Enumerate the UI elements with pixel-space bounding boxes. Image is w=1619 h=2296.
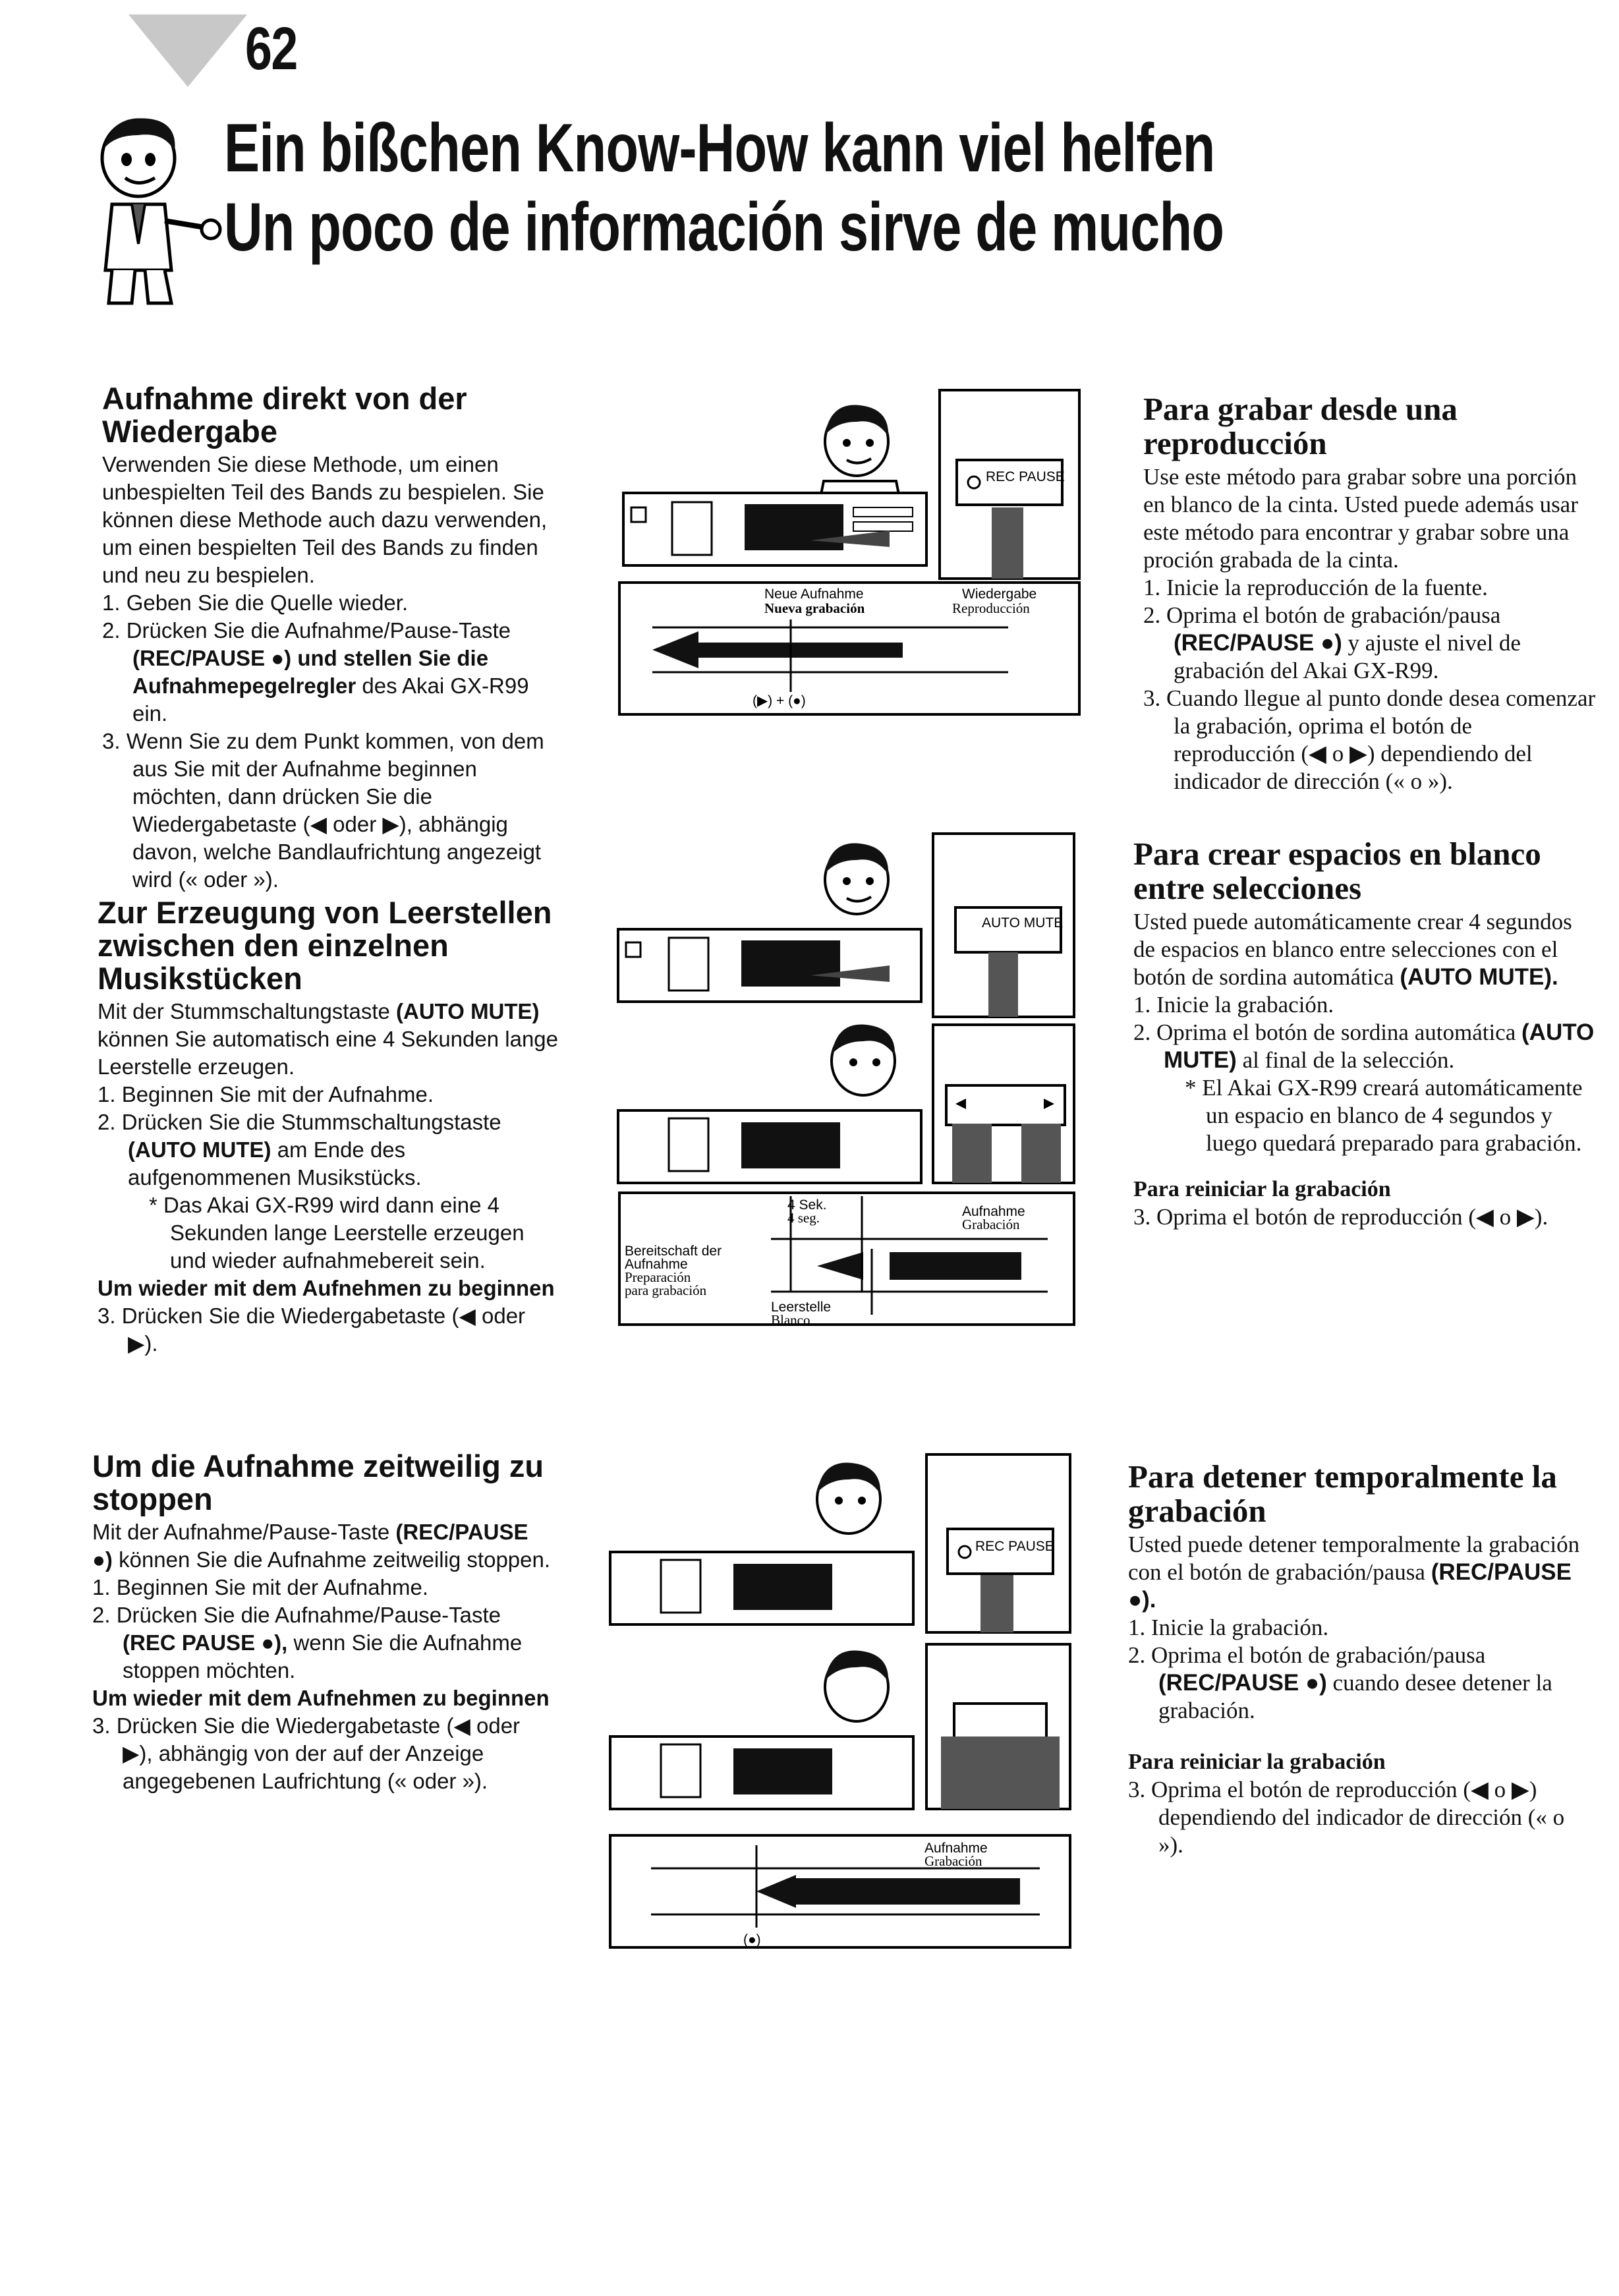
rec-pause-label: REC PAUSE xyxy=(975,1539,1054,1554)
tape-diagram xyxy=(610,1835,1070,1947)
section1-de-intro: Verwenden Sie diese Methode, um einen unbespielten Teil des Bands zu bespielen. Sie können diese Methode auch dazu verwenden, um einen bespielten Teil des Bands zu finden und neu zu bespielen. xyxy=(102,452,548,587)
figure-3 xyxy=(605,1447,1079,1974)
label-playback-de: Wiedergabe xyxy=(962,587,1037,602)
section2-de-step2: 2. Drücken Sie die Stummschaltungstaste (AUTO MUTE) am Ende des aufgenommenen Musikstücks. xyxy=(98,1110,501,1190)
section1-es-heading: Para grabar desde una reproducción xyxy=(1143,391,1458,461)
section3-es-intro: Usted puede detener temporalmente la grabación con el botón de grabación/pausa (REC/PAUSE ●). xyxy=(1128,1532,1580,1613)
rec-pause-label: REC PAUSE xyxy=(986,469,1065,484)
section3-es-step3: 3. Oprima el botón de reproducción (◀ o ▶) dependiendo del indicador de dirección (« o »). xyxy=(1128,1777,1565,1858)
section3-es-subheading: Para reiniciar la grabación xyxy=(1128,1750,1386,1774)
section2-es xyxy=(1133,837,1595,1231)
tape-deck-icon xyxy=(610,1552,913,1624)
section3-de-heading: Um die Aufnahme zeitweilig zu stoppen xyxy=(92,1449,544,1516)
section3-de xyxy=(92,1450,554,1795)
label-recording-es: Grabación xyxy=(962,1217,1020,1232)
figure-1 xyxy=(613,382,1087,718)
label-4-sek: 4 Sek. xyxy=(787,1197,827,1213)
section1-de-step3: 3. Wenn Sie zu dem Punkt kommen, von dem aus Sie mit der Aufnahme beginnen möchten, dann drücken Sie die Wiedergabetaste (◀ oder ▶), abhängig davon, welche Bandlaufrichtung angezeigt wird (« oder »). xyxy=(102,729,544,892)
section1-es-step1: 1. Inicie la reproducción de la fuente. xyxy=(1143,575,1488,600)
section3-de-step2: 2. Drücken Sie die Aufnahme/Pause-Taste (REC PAUSE ●), wenn Sie die Aufnahme stoppen möchten. xyxy=(92,1603,523,1682)
cartoon-person-icon xyxy=(825,844,888,914)
section2-de-intro: Mit der Stummschaltungstaste (AUTO MUTE) können Sie automatisch eine 4 Sekunden lange Leerstelle erzeugen. xyxy=(98,999,559,1079)
section2-de-subheading: Um wieder mit dem Aufnehmen zu beginnen xyxy=(98,1276,555,1300)
section2-de-note: * Das Akai GX-R99 wird dann eine 4 Sekunden lange Leerstelle erzeugen und wieder aufnahmebereit sein. xyxy=(149,1193,525,1273)
hand-pressing-button-zoom xyxy=(926,1644,1070,1809)
section2-de-step3: 3. Drücken Sie die Wiedergabetaste (◀ oder ▶). xyxy=(98,1304,526,1356)
label-blank-de: Leerstelle xyxy=(771,1300,832,1315)
cartoon-person-icon xyxy=(825,1651,888,1721)
page-number: 62 xyxy=(245,15,297,82)
auto-mute-label: AUTO MUTE xyxy=(982,915,1064,931)
tape-deck-icon xyxy=(610,1736,913,1809)
section1-de-step1: 1. Geben Sie die Quelle wieder. xyxy=(102,590,409,615)
tape-deck-icon xyxy=(618,1110,921,1183)
rec-pause-button-zoom xyxy=(926,1454,1070,1632)
play-buttons-zoom xyxy=(933,1025,1074,1183)
auto-mute-button-zoom xyxy=(933,834,1074,1017)
label-ready-es-2: para grabación xyxy=(625,1282,707,1298)
page-title-de: Ein bißchen Know-How kann viel helfen xyxy=(224,110,1215,187)
section3-es xyxy=(1128,1460,1589,1859)
label-ready-es-1: Preparación xyxy=(625,1269,691,1285)
label-recording-es: Grabación xyxy=(924,1853,982,1869)
section2-de-step1: 1. Beginnen Sie mit der Aufnahme. xyxy=(98,1082,434,1106)
section1-es-intro: Use este método para grabar sobre una porción en blanco de la cinta. Usted puede además usar este método para encontrar y grabar sobre una proción grabada de la cinta. xyxy=(1143,464,1578,573)
section3-es-step1: 1. Inicie la grabación. xyxy=(1128,1615,1329,1640)
section1-de-heading: Aufnahme direkt von der Wiedergabe xyxy=(102,381,467,449)
label-recording-de: Aufnahme xyxy=(962,1204,1025,1219)
label-ready-de-2: Aufnahme xyxy=(625,1257,688,1272)
page-title-es: Un poco de información sirve de mucho xyxy=(224,189,1224,266)
page-corner-triangle xyxy=(128,14,247,87)
rec-pause-button-zoom xyxy=(940,390,1079,579)
label-buttons: (▶) + (●) xyxy=(753,693,806,708)
section2-es-subheading: Para reiniciar la grabación xyxy=(1133,1177,1391,1201)
section1-es-step3: 3. Cuando llegue al punto donde desea comenzar la grabación, oprima el botón de reproducción (◀ o ▶) dependiendo del indicador de dirección (« o »). xyxy=(1143,685,1596,794)
presenter-cartoon-icon xyxy=(86,112,237,310)
section1-de-step2: 2. Drücken Sie die Aufnahme/Pause-Taste (REC/PAUSE ●) und stellen Sie die Aufnahmepegelregler des Akai GX-R99 ein. xyxy=(102,618,529,726)
section3-de-step3: 3. Drücken Sie die Wiedergabetaste (◀ oder ▶), abhängig von der auf der Anzeige angegebenen Laufrichtung (« oder »). xyxy=(92,1713,521,1793)
section2-es-step3: 3. Oprima el botón de reproducción (◀ o ▶). xyxy=(1133,1204,1548,1230)
section2-de-heading: Zur Erzeugung von Leerstellen zwischen den einzelnen Musikstücken xyxy=(98,895,552,996)
label-new-recording-de: Neue Aufnahme xyxy=(764,587,864,602)
tape-diagram xyxy=(619,583,1079,714)
label-rec-mark: (●) xyxy=(743,1932,761,1947)
figure-2 xyxy=(613,827,1087,1354)
cartoon-person-icon xyxy=(832,1025,895,1095)
section3-es-heading: Para detener temporalmente la grabación xyxy=(1128,1458,1557,1529)
section2-es-heading: Para crear espacios en blanco entre selecciones xyxy=(1133,836,1541,906)
label-4-seg: 4 seg. xyxy=(787,1210,820,1226)
section1-es xyxy=(1143,392,1598,795)
label-playback-es: Reproducción xyxy=(952,600,1030,616)
section3-es-step2: 2. Oprima el botón de grabación/pausa (REC/PAUSE ●) cuando desee detener la grabación. xyxy=(1128,1642,1552,1723)
cartoon-person-icon xyxy=(817,1463,880,1534)
section1-de xyxy=(102,382,563,894)
section3-de-step1: 1. Beginnen Sie mit der Aufnahme. xyxy=(92,1575,428,1599)
section2-es-intro: Usted puede automáticamente crear 4 segundos de espacios en blanco entre selecciones con el botón de sordina automática (AUTO MUTE). xyxy=(1133,909,1572,990)
section3-de-subheading: Um wieder mit dem Aufnehmen zu beginnen xyxy=(92,1686,550,1710)
section2-es-step2: 2. Oprima el botón de sordina automática (AUTO MUTE) al final de la selección. xyxy=(1133,1019,1595,1073)
section2-es-note: * El Akai GX-R99 creará automáticamente un espacio en blanco de 4 segundos y luego quedará preparado para grabación. xyxy=(1185,1075,1583,1156)
label-new-recording-es: Nueva grabación xyxy=(764,600,865,616)
label-ready-de-1: Bereitschaft der xyxy=(625,1244,722,1259)
section2-es-step1: 1. Inicie la grabación. xyxy=(1133,992,1334,1018)
label-recording-de: Aufnahme xyxy=(924,1841,988,1856)
label-blank-es: Blanco xyxy=(771,1312,810,1328)
section1-es-step2: 2. Oprima el botón de grabación/pausa (REC/PAUSE ●) y ajuste el nivel de grabación del Akai GX-R99. xyxy=(1143,602,1521,683)
section2-de xyxy=(98,896,559,1358)
section3-de-intro: Mit der Aufnahme/Pause-Taste (REC/PAUSE ●) können Sie die Aufnahme zeitweilig stoppen. xyxy=(92,1520,551,1572)
tape-deck-icon xyxy=(623,493,926,565)
tape-diagram xyxy=(619,1193,1074,1328)
tape-deck-icon xyxy=(618,929,921,1002)
